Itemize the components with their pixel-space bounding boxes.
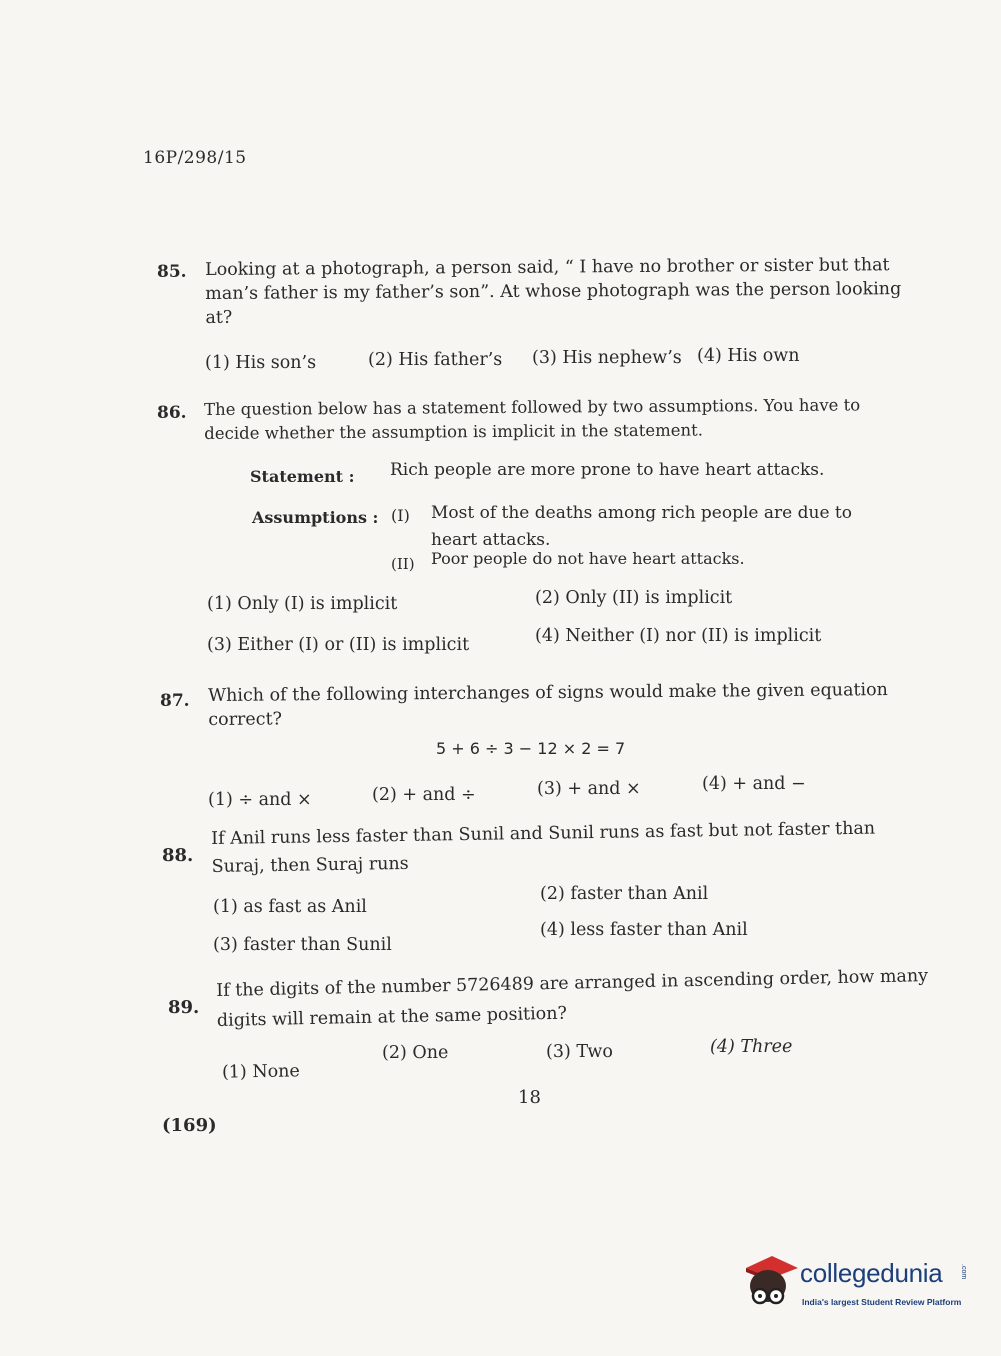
- option-2[interactable]: (2) faster than Anil: [540, 884, 709, 904]
- option-1[interactable]: (1) His son’s: [205, 353, 317, 373]
- option-3[interactable]: (3) Either (I) or (II) is implicit: [207, 635, 470, 655]
- mascot-icon: [742, 1250, 798, 1314]
- brand-tagline: India's largest Student Review Platform: [802, 1297, 962, 1307]
- assumption-1-number: (I): [391, 506, 410, 525]
- brand-logo: [742, 1250, 972, 1320]
- statement-text: Rich people are more prone to have heart attacks.: [390, 460, 825, 480]
- option-1[interactable]: (1) None: [221, 1061, 300, 1083]
- assumption-2-number: (II): [391, 555, 415, 573]
- option-2[interactable]: (2) Only (II) is implicit: [535, 588, 733, 608]
- brand-suffix: .com: [960, 1264, 967, 1280]
- question-number: 88.: [162, 845, 194, 866]
- question-text: The question below has a statement followed by two assumptions. You have to decide whether the assumption is implicit in the statement.: [204, 395, 861, 443]
- brand-name: collegedunia: [800, 1258, 943, 1288]
- question-number: 89.: [168, 997, 200, 1018]
- option-4[interactable]: (4) His own: [697, 346, 800, 366]
- question-text: Looking at a photograph, a person said, “ I have no brother or sister but that man’s father is my father’s son”. At whose photograph was the person looking at?: [205, 255, 902, 328]
- option-3[interactable]: (3) faster than Sunil: [213, 935, 392, 955]
- option-1[interactable]: (1) as fast as Anil: [213, 897, 367, 917]
- option-4[interactable]: (4) + and −: [702, 774, 806, 794]
- option-2[interactable]: (2) One: [382, 1043, 449, 1063]
- option-2[interactable]: (2) His father’s: [368, 350, 503, 370]
- option-1[interactable]: (1) ÷ and ×: [208, 790, 312, 810]
- equation: 5 + 6 ÷ 3 − 12 × 2 = 7: [436, 739, 626, 758]
- question-text: If the digits of the number 5726489 are arranged in ascending order, how many digits will remain at the same position?: [216, 966, 929, 1031]
- question-number: 87.: [160, 691, 190, 711]
- document-code: 16P/298/15: [143, 148, 247, 168]
- option-3[interactable]: (3) His nephew’s: [532, 348, 682, 368]
- option-4[interactable]: (4) less faster than Anil: [540, 920, 748, 940]
- page-number: 18: [518, 1087, 541, 1108]
- question-text: If Anil runs less faster than Sunil and Sunil runs as fast but not faster than Suraj, then Suraj runs: [211, 818, 876, 877]
- option-3[interactable]: (3) + and ×: [537, 779, 641, 799]
- statement-label: Statement :: [250, 467, 355, 486]
- assumption-1-text: Most of the deaths among rich people are due to heart attacks.: [431, 503, 852, 550]
- footer-code: (169): [162, 1115, 217, 1136]
- option-2[interactable]: (2) + and ÷: [372, 785, 476, 805]
- assumption-2-text: Poor people do not have heart attacks.: [431, 549, 745, 568]
- option-3[interactable]: (3) Two: [546, 1042, 613, 1062]
- question-number: 86.: [157, 403, 187, 423]
- assumptions-label: Assumptions :: [252, 508, 379, 527]
- option-4[interactable]: (4) Three: [710, 1037, 793, 1057]
- option-1[interactable]: (1) Only (I) is implicit: [207, 594, 398, 614]
- question-text: Which of the following interchanges of signs would make the given equation correct?: [208, 680, 888, 730]
- option-4[interactable]: (4) Neither (I) nor (II) is implicit: [535, 626, 822, 646]
- question-number: 85.: [157, 262, 187, 282]
